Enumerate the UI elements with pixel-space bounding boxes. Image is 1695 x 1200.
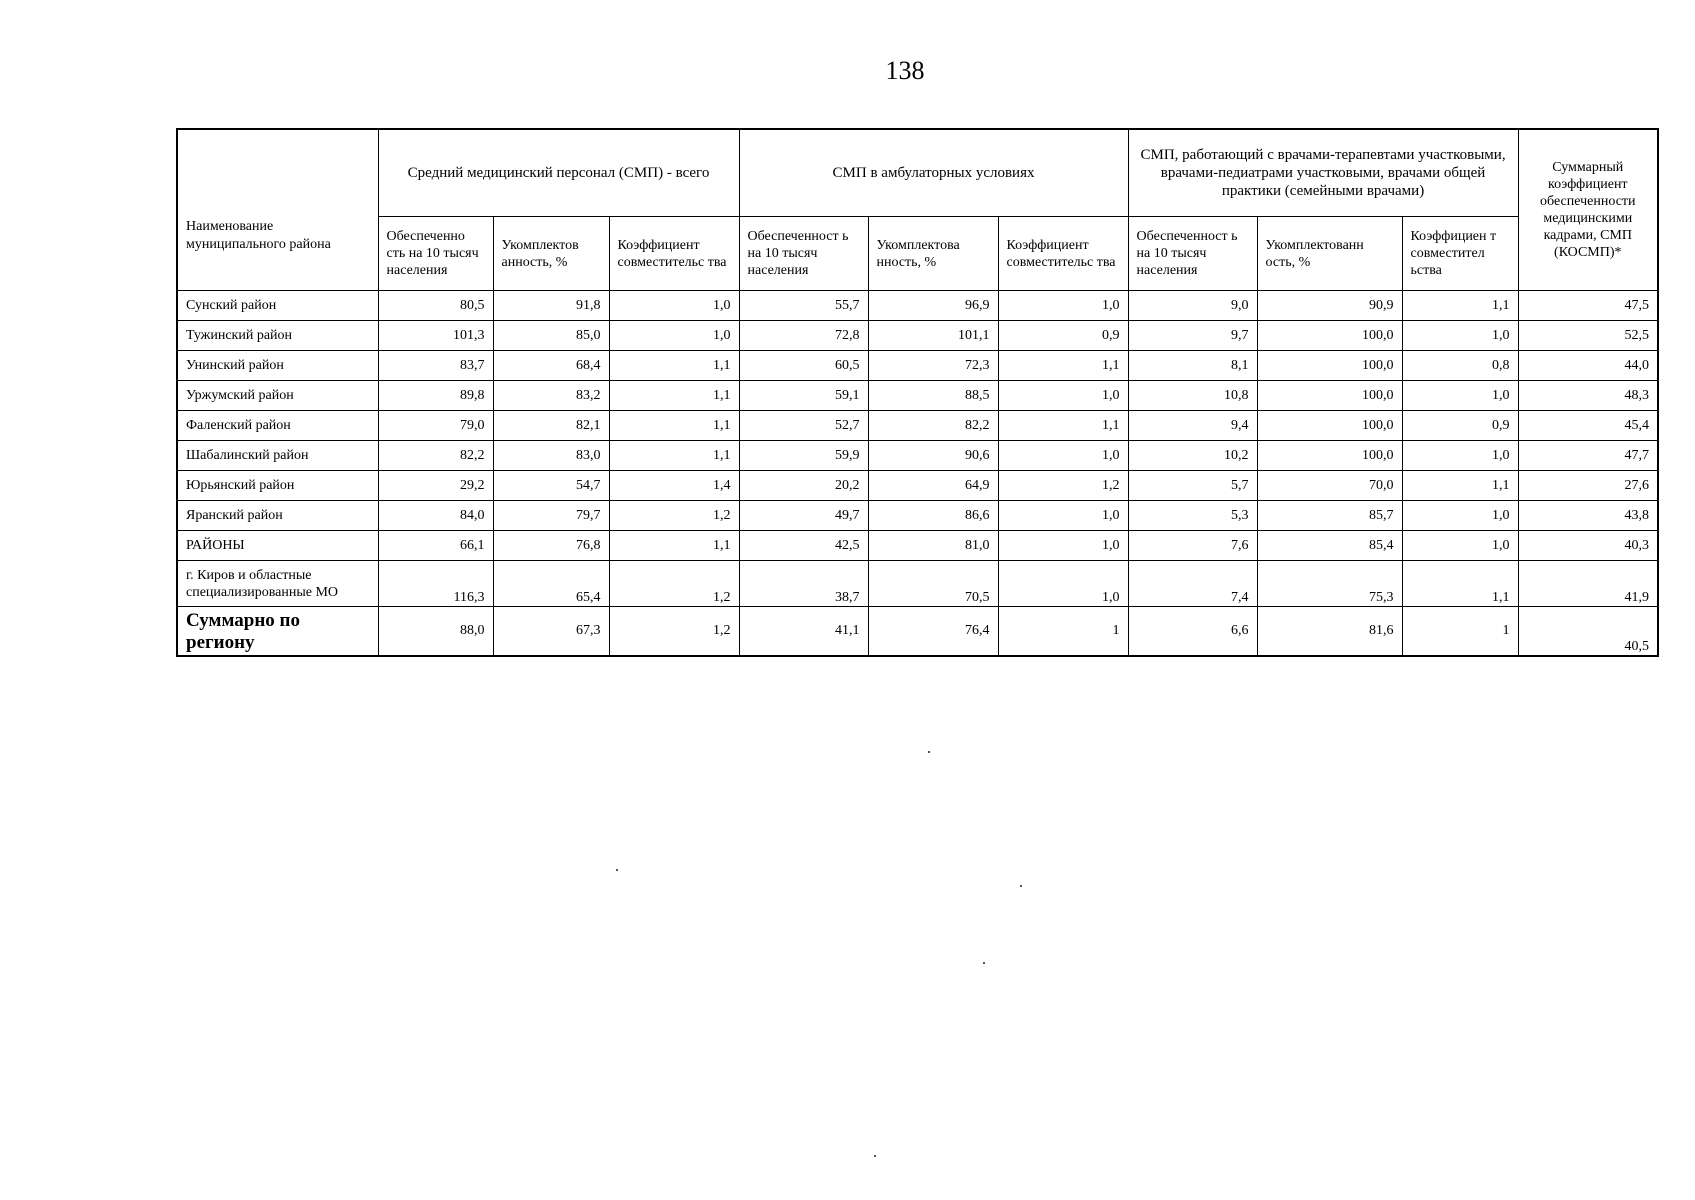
table-cell: 9,7 bbox=[1128, 321, 1257, 351]
row-name: Яранский район bbox=[177, 501, 378, 531]
table-cell: 29,2 bbox=[378, 471, 493, 501]
subheader-cell: Обеспеченност ь на 10 тысяч населения bbox=[1128, 217, 1257, 291]
table-cell: 83,7 bbox=[378, 351, 493, 381]
table-cell: 1,0 bbox=[998, 501, 1128, 531]
table-cell: 1,1 bbox=[1402, 291, 1518, 321]
table-cell: 85,4 bbox=[1257, 531, 1402, 561]
table-cell: 5,7 bbox=[1128, 471, 1257, 501]
table-cell: 81,6 bbox=[1257, 607, 1402, 657]
table-cell: 52,5 bbox=[1518, 321, 1658, 351]
table-cell: 100,0 bbox=[1257, 321, 1402, 351]
table-cell: 1,1 bbox=[609, 411, 739, 441]
table-cell: 55,7 bbox=[739, 291, 868, 321]
table-cell: 76,8 bbox=[493, 531, 609, 561]
table-cell: 83,2 bbox=[493, 381, 609, 411]
table-cell: 70,5 bbox=[868, 561, 998, 607]
table-cell: 82,2 bbox=[378, 441, 493, 471]
table-row bbox=[177, 381, 1658, 411]
table-cell: 1,2 bbox=[998, 471, 1128, 501]
table-cell: 88,0 bbox=[378, 607, 493, 657]
table-cell: 100,0 bbox=[1257, 411, 1402, 441]
table-row-region-total bbox=[177, 607, 1658, 657]
table-cell: 41,1 bbox=[739, 607, 868, 657]
subheader-cell: Укомплектов анность, % bbox=[493, 217, 609, 291]
table-cell: 59,1 bbox=[739, 381, 868, 411]
table-cell: 0,8 bbox=[1402, 351, 1518, 381]
table-cell: 7,4 bbox=[1128, 561, 1257, 607]
table-cell: 20,2 bbox=[739, 471, 868, 501]
table-cell: 66,1 bbox=[378, 531, 493, 561]
table-cell: 1,0 bbox=[998, 441, 1128, 471]
table-cell: 1,4 bbox=[609, 471, 739, 501]
table-cell: 10,2 bbox=[1128, 441, 1257, 471]
table-cell: 1,2 bbox=[609, 561, 739, 607]
row-name: Шабалинский район bbox=[177, 441, 378, 471]
table-cell: 1,0 bbox=[1402, 381, 1518, 411]
header-group-smp-total: Средний медицинский персонал (СМП) - всего bbox=[378, 129, 739, 217]
table-cell: 1,0 bbox=[998, 561, 1128, 607]
table-cell: 64,9 bbox=[868, 471, 998, 501]
table-cell: 38,7 bbox=[739, 561, 868, 607]
table-cell: 1 bbox=[998, 607, 1128, 657]
table-cell: 100,0 bbox=[1257, 441, 1402, 471]
table-cell: 67,3 bbox=[493, 607, 609, 657]
table-cell: 1,1 bbox=[609, 441, 739, 471]
row-name: РАЙОНЫ bbox=[177, 531, 378, 561]
table-cell: 42,5 bbox=[739, 531, 868, 561]
table-cell: 68,4 bbox=[493, 351, 609, 381]
table-cell: 5,3 bbox=[1128, 501, 1257, 531]
table-cell: 45,4 bbox=[1518, 411, 1658, 441]
table-cell: 1,1 bbox=[609, 381, 739, 411]
table-cell: 40,5 bbox=[1518, 607, 1658, 657]
table-cell: 1 bbox=[1402, 607, 1518, 657]
table-cell: 79,0 bbox=[378, 411, 493, 441]
table-cell: 52,7 bbox=[739, 411, 868, 441]
table-row bbox=[177, 441, 1658, 471]
table-cell: 1,0 bbox=[1402, 531, 1518, 561]
table-cell: 1,0 bbox=[1402, 321, 1518, 351]
table-cell: 1,2 bbox=[609, 607, 739, 657]
table-cell: 100,0 bbox=[1257, 381, 1402, 411]
row-name: Суммарно по региону bbox=[177, 607, 378, 657]
table-cell: 85,7 bbox=[1257, 501, 1402, 531]
table-cell: 79,7 bbox=[493, 501, 609, 531]
table-cell: 1,0 bbox=[1402, 501, 1518, 531]
table-cell: 1,0 bbox=[609, 291, 739, 321]
table-cell: 27,6 bbox=[1518, 471, 1658, 501]
table-cell: 1,1 bbox=[609, 351, 739, 381]
table-cell: 7,6 bbox=[1128, 531, 1257, 561]
scan-speck bbox=[928, 751, 930, 753]
table-cell: 1,1 bbox=[1402, 471, 1518, 501]
table-cell: 40,3 bbox=[1518, 531, 1658, 561]
table-cell: 84,0 bbox=[378, 501, 493, 531]
table-cell: 75,3 bbox=[1257, 561, 1402, 607]
header-group-smp-district-doctors: СМП, работающий с врачами-терапевтами участковыми, врачами-педиатрами участковыми, врачами общей практики (семейными врачами) bbox=[1128, 129, 1518, 217]
row-name: Уржумский район bbox=[177, 381, 378, 411]
table-cell: 101,1 bbox=[868, 321, 998, 351]
scan-speck bbox=[983, 962, 985, 964]
table-cell: 59,9 bbox=[739, 441, 868, 471]
table-cell: 1,0 bbox=[1402, 441, 1518, 471]
table-cell: 1,0 bbox=[998, 291, 1128, 321]
table-cell: 72,8 bbox=[739, 321, 868, 351]
table-cell: 90,6 bbox=[868, 441, 998, 471]
header-group-smp-outpatient: СМП в амбулаторных условиях bbox=[739, 129, 1128, 217]
table-cell: 10,8 bbox=[1128, 381, 1257, 411]
subheader-cell: Обеспеченност ь на 10 тысяч населения bbox=[739, 217, 868, 291]
table-cell: 47,5 bbox=[1518, 291, 1658, 321]
header-row-subcolumns bbox=[177, 217, 1658, 291]
table-cell: 82,1 bbox=[493, 411, 609, 441]
table-cell: 89,8 bbox=[378, 381, 493, 411]
table-cell: 1,0 bbox=[998, 531, 1128, 561]
subheader-cell: Укомплектова нность, % bbox=[868, 217, 998, 291]
table-cell: 49,7 bbox=[739, 501, 868, 531]
header-row-groups bbox=[177, 129, 1658, 217]
table-cell: 44,0 bbox=[1518, 351, 1658, 381]
scan-speck bbox=[874, 1155, 876, 1157]
subheader-cell: Коэффициен т совместител ьства bbox=[1402, 217, 1518, 291]
row-name: Юрьянский район bbox=[177, 471, 378, 501]
table-cell: 1,1 bbox=[998, 351, 1128, 381]
table-cell: 1,1 bbox=[998, 411, 1128, 441]
table-row bbox=[177, 291, 1658, 321]
table-cell: 90,9 bbox=[1257, 291, 1402, 321]
table-cell: 60,5 bbox=[739, 351, 868, 381]
row-name: г. Киров и областные специализированные МО bbox=[177, 561, 378, 607]
row-name: Сунский район bbox=[177, 291, 378, 321]
table-cell: 70,0 bbox=[1257, 471, 1402, 501]
table-cell: 1,1 bbox=[1402, 561, 1518, 607]
table-cell: 47,7 bbox=[1518, 441, 1658, 471]
table-cell: 76,4 bbox=[868, 607, 998, 657]
subheader-cell: Укомплектованн ость, % bbox=[1257, 217, 1402, 291]
table-cell: 91,8 bbox=[493, 291, 609, 321]
table-row bbox=[177, 531, 1658, 561]
table-cell: 72,3 bbox=[868, 351, 998, 381]
row-name: Тужинский район bbox=[177, 321, 378, 351]
table-row bbox=[177, 351, 1658, 381]
table-cell: 85,0 bbox=[493, 321, 609, 351]
subheader-cell: Коэффициент совместительс тва bbox=[609, 217, 739, 291]
table-cell: 0,9 bbox=[1402, 411, 1518, 441]
table-cell: 1,2 bbox=[609, 501, 739, 531]
table-cell: 9,0 bbox=[1128, 291, 1257, 321]
table-cell: 101,3 bbox=[378, 321, 493, 351]
table-cell: 54,7 bbox=[493, 471, 609, 501]
table-cell: 1,0 bbox=[998, 381, 1128, 411]
subheader-cell: Обеспеченно сть на 10 тысяч населения bbox=[378, 217, 493, 291]
table-cell: 116,3 bbox=[378, 561, 493, 607]
table-row bbox=[177, 321, 1658, 351]
row-name: Фаленский район bbox=[177, 411, 378, 441]
page-number: 138 bbox=[885, 56, 925, 85]
table-cell: 43,8 bbox=[1518, 501, 1658, 531]
scan-speck bbox=[616, 869, 618, 871]
scan-speck bbox=[1020, 885, 1022, 887]
table-cell: 83,0 bbox=[493, 441, 609, 471]
table-cell: 96,9 bbox=[868, 291, 998, 321]
table-row bbox=[177, 471, 1658, 501]
table-cell: 9,4 bbox=[1128, 411, 1257, 441]
table-cell: 65,4 bbox=[493, 561, 609, 607]
table-cell: 41,9 bbox=[1518, 561, 1658, 607]
header-kosmp: Суммарный коэффициент обеспеченности медицинскими кадрами, СМП (КОСМП)* bbox=[1518, 129, 1658, 291]
table-cell: 100,0 bbox=[1257, 351, 1402, 381]
table-cell: 8,1 bbox=[1128, 351, 1257, 381]
table-cell: 82,2 bbox=[868, 411, 998, 441]
table-cell: 48,3 bbox=[1518, 381, 1658, 411]
table-cell: 80,5 bbox=[378, 291, 493, 321]
table-cell: 1,0 bbox=[609, 321, 739, 351]
table-cell: 81,0 bbox=[868, 531, 998, 561]
row-name: Унинский район bbox=[177, 351, 378, 381]
subheader-cell: Коэффициент совместительс тва bbox=[998, 217, 1128, 291]
table-row-kirov bbox=[177, 561, 1658, 607]
table-cell: 0,9 bbox=[998, 321, 1128, 351]
table-cell: 6,6 bbox=[1128, 607, 1257, 657]
table-row bbox=[177, 411, 1658, 441]
table-cell: 1,1 bbox=[609, 531, 739, 561]
table-cell: 88,5 bbox=[868, 381, 998, 411]
table-row bbox=[177, 501, 1658, 531]
staffing-table bbox=[176, 128, 1659, 657]
district-rows bbox=[177, 291, 1658, 561]
header-municipal-district: Наименование муниципального района bbox=[177, 129, 378, 291]
table-cell: 86,6 bbox=[868, 501, 998, 531]
